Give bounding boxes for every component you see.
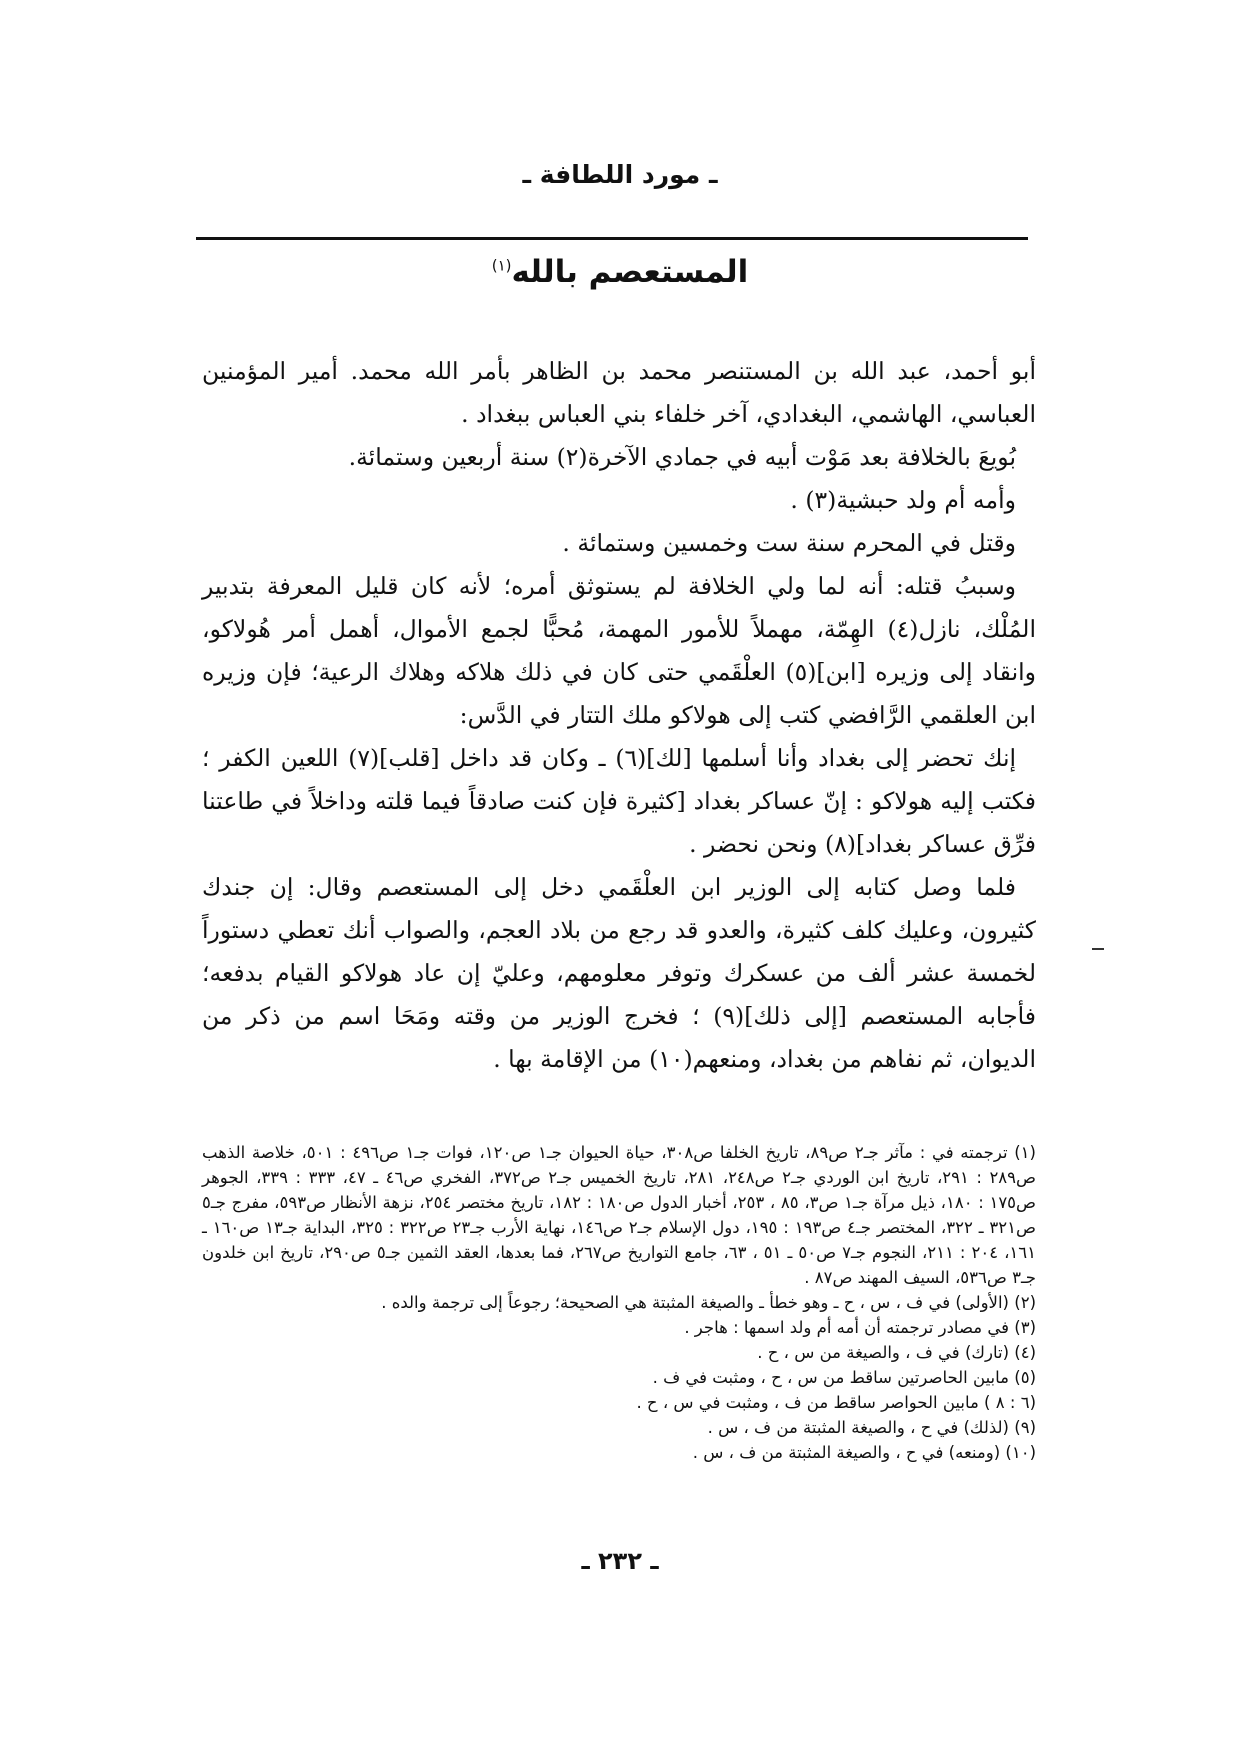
margin-mark <box>1092 948 1104 950</box>
paragraph: أبو أحمد، عبد الله بن المستنصر محمد بن الظاهر بأمر الله محمد. أمير المؤمنين العباسي، الهاشمي، البغدادي، آخر خلفاء بني العباس ببغداد . <box>202 357 1036 428</box>
footnote: (٢) (الأولى) في ف ، س ، ح ـ وهو خطأ ـ والصيغة المثبتة هي الصحيحة؛ رجوعاً إلى ترجمة والده . <box>381 1293 1036 1312</box>
main-text <box>202 350 1036 1081</box>
chapter-title-text: المستعصم بالله <box>511 254 749 290</box>
chapter-title <box>200 254 1040 290</box>
running-header: ـ مورد اللطافة ـ <box>522 160 718 189</box>
paragraph: بُويعَ بالخلافة بعد مَوْت أبيه في جمادي الآخرة(٢) سنة أربعين وستمائة. <box>348 443 1016 471</box>
footnote: (١٠) (ومنعه) في ح ، والصيغة المثبتة من ف ، س . <box>692 1443 1036 1462</box>
footnotes <box>202 1140 1036 1465</box>
footnote: (٤) (تارك) في ف ، والصيغة من س ، ح . <box>757 1343 1036 1362</box>
chapter-note-ref: (١) <box>491 256 512 275</box>
paragraph: وقتل في المحرم سنة ست وخمسين وستمائة . <box>562 529 1016 557</box>
header-rule <box>196 237 1028 240</box>
footnote: (٣) في مصادر ترجمته أن أمه أم ولد اسمها : هاجر . <box>684 1318 1036 1337</box>
footnote: (٦ : ٨ ) مابين الحواصر ساقط من ف ، ومثبت في س ، ح . <box>636 1393 1036 1412</box>
paragraph: وأمه أم ولد حبشية(٣) . <box>790 486 1016 514</box>
paragraph: فلما وصل كتابه إلى الوزير ابن العلْقَمي دخل إلى المستعصم وقال: إن جندك كثيرون، وعليك كلف كثيرة، والعدو قد رجع من بلاد العجم، والصواب أنك تعطي دستوراً لخمسة عشر ألف من عسكرك وتوفر معلومهم، وعليّ إن عاد هولاكو القيام بدفعه؛ فأجابه المستعصم [إلى ذلك](٩) ؛ فخرج الوزير من وقته ومَحَا اسم من ذكر من الديوان، ثم نفاهم من بغداد، ومنعهم(١٠) من الإقامة بها . <box>202 873 1036 1073</box>
paragraph: إنك تحضر إلى بغداد وأنا أسلمها [لك](٦) ـ وكان قد داخل [قلب](٧) اللعين الكفر ؛ فكتب إليه هولاكو : إنّ عساكر بغداد [كثيرة فإن كنت صادقاً فيما قلته وداخلاً في طاعتنا فرِّق عساكر بغداد](٨) ونحن نحضر . <box>202 744 1036 858</box>
paragraph: وسببُ قتله: أنه لما ولي الخلافة لم يستوثق أمره؛ لأنه كان قليل المعرفة بتدبير المُلْك، نازل(٤) الهِمّة، مهملاً للأمور المهمة، مُحبًّا لجمع الأموال، أهمل أمر هُولاكو، وانقاد إلى وزيره [ابن](٥) العلْقَمي حتى كان في ذلك هلاكه وهلاك الرعية؛ فإن وزيره ابن العلقمي الرَّافضي كتب إلى هولاكو ملك التتار في الدَّس: <box>202 572 1036 729</box>
footnote: (٩) (لذلك) في ح ، والصيغة المثبتة من ف ، س . <box>707 1418 1036 1437</box>
footnote: (٥) مابين الحاصرتين ساقط من س ، ح ، ومثبت في ف . <box>652 1368 1036 1387</box>
page-number: ـ ٢٣٢ ـ <box>581 1547 659 1575</box>
footnote: (١) ترجمته في : مآثر جـ٢ ص٨٩، تاريخ الخلفا ص٣٠٨، حياة الحيوان جـ١ ص١٢٠، فوات جـ١ ص٤٩٦ : ٥٠١، خلاصة الذهب ص٢٨٩ : ٢٩١، تاريخ ابن الوردي جـ٢ ص٢٤٨، ٢٨١، تاريخ الخميس جـ٢ ص٣٧٢، الفخري ص٤٦ ـ ٤٧، ٣٣٣ : ٣٣٩، الجوهر ص١٧٥ : ١٨٠، ذيل مرآة جـ١ ص٣، ٨٥ ، ٢٥٣، أخبار الدول ص١٨٠ : ١٨٢، تاريخ مختصر ٢٥٤، نزهة الأنظار ص٥٩٣، مفرج جـ٥ ص٣٢١ ـ ٣٢٢، المختصر جـ٤ ص١٩٣ : ١٩٥، دول الإسلام جـ٢ ص١٤٦، نهاية الأرب جـ٢٣ ص٣٢٢ : ٣٢٥، البداية جـ١٣ ص١٦٠ ـ ١٦١، ٢٠٤ : ٢١١، النجوم جـ٧ ص٥٠ ـ ٥١ ، ٦٣، جامع التواريخ ص٢٦٧، فما بعدها، العقد الثمين جـ٥ ص٢٩٠، تاريخ ابن خلدون جـ٣ ص٥٣٦، السيف المهند ص٨٧ . <box>202 1143 1036 1287</box>
